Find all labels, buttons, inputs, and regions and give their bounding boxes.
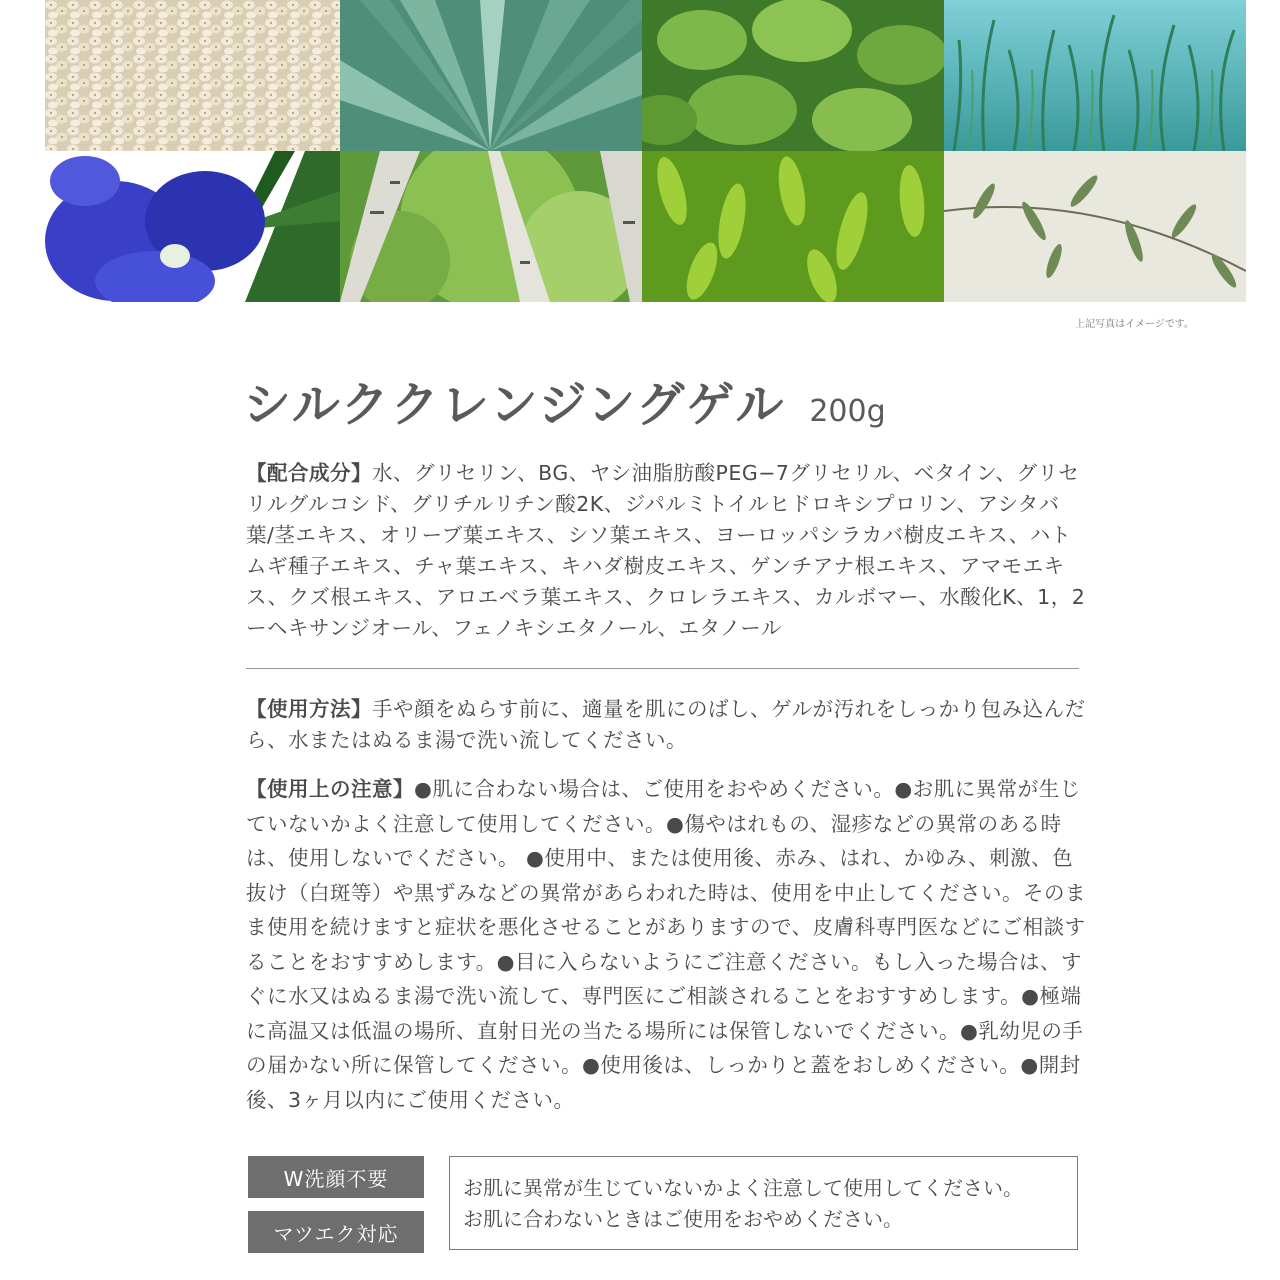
no-double-cleansing-badge: W洗顔不要 bbox=[248, 1156, 424, 1198]
cautions-label: 【使用上の注意】 bbox=[246, 777, 414, 801]
kudzu-leaves-photo bbox=[642, 0, 944, 151]
ingredients-text: 水、グリセリン、BG、ヤシ油脂肪酸PEG−7グリセリル、ベタイン、グリセリルグルコシド、グリチルリチン酸2K、ジパルミトイルヒドロキシプロリン、アシタバ葉/茎エキス、オリーブ葉エキス、シソ葉エキス、ヨーロッパシラカバ樹皮エキス、ハトムギ種子エキス、チャ葉エキス、キハダ樹皮エキス、ゲンチアナ根エキス、アマモエキス、クズ根エキス、アロエベラ葉エキス、クロレラエキス、カルボマー、水酸化K、1，2ーヘキサンジオール、フェノキシエタノール、エタノール bbox=[246, 461, 1086, 640]
section-divider bbox=[246, 668, 1079, 669]
notice-line-2: お肌に合わないときはご使用をおやめください。 bbox=[463, 1207, 903, 1231]
gentian-flower-photo bbox=[45, 151, 340, 302]
olive-branch-photo bbox=[944, 151, 1246, 302]
tea-leaves-photo bbox=[642, 151, 944, 302]
product-volume: 200g bbox=[809, 394, 886, 429]
product-heading bbox=[243, 366, 886, 435]
cautions-text: ●肌に合わない場合は、ご使用をおやめください。●お肌に異常が生じていないかよく注意して使用してください。●傷やはれもの、湿疹などの異常のある時は、使用しないでください。 ●使用中、または使用後、赤み、はれ、かゆみ、刺激、色抜け（白斑等）や黒ずみなどの異常があらわれた時は、使用を中止してください。そのまま使用を続けますと症状を悪化させることがありますので、皮膚科専門医などにご相談することをおすすめします。●目に入らないようにご注意ください。もし入った場合は、すぐに水又はぬるま湯で洗い流して、専門医にご相談されることをおすすめします。●極端に高温又は低温の場所、直射日光の当たる場所には保管しないでください。●乳幼児の手の届かない所に保管してください。●使用後は、しっかりと蓋をおしめください。●開封後、3ヶ月以内にご使用ください。 bbox=[246, 777, 1086, 1112]
aloe-vera-photo bbox=[340, 0, 642, 151]
photo-caption: 上記写真はイメージです。 bbox=[1075, 319, 1194, 330]
usage-label: 【使用方法】 bbox=[246, 697, 372, 721]
notice-box bbox=[449, 1156, 1078, 1250]
eyelash-extension-ok-badge: マツエク対応 bbox=[248, 1211, 424, 1253]
usage-text: 手や顔をぬらす前に、適量を肌にのばし、ゲルが汚れをしっかり包み込んだら、水またはぬるま湯で洗い流してください。 bbox=[246, 697, 1086, 752]
product-name: シルククレンジングゲル bbox=[243, 377, 786, 433]
ingredient-photo-grid bbox=[45, 0, 1246, 302]
job-tears-photo bbox=[45, 0, 340, 151]
usage-section bbox=[246, 694, 1086, 756]
cautions-section bbox=[246, 772, 1086, 1117]
ingredients-label: 【配合成分】 bbox=[246, 461, 372, 485]
seagrass-photo bbox=[944, 0, 1246, 151]
ingredients-section bbox=[246, 458, 1086, 644]
notice-line-1: お肌に異常が生じていないかよく注意して使用してください。 bbox=[463, 1176, 1023, 1200]
birch-trees-photo bbox=[340, 151, 642, 302]
